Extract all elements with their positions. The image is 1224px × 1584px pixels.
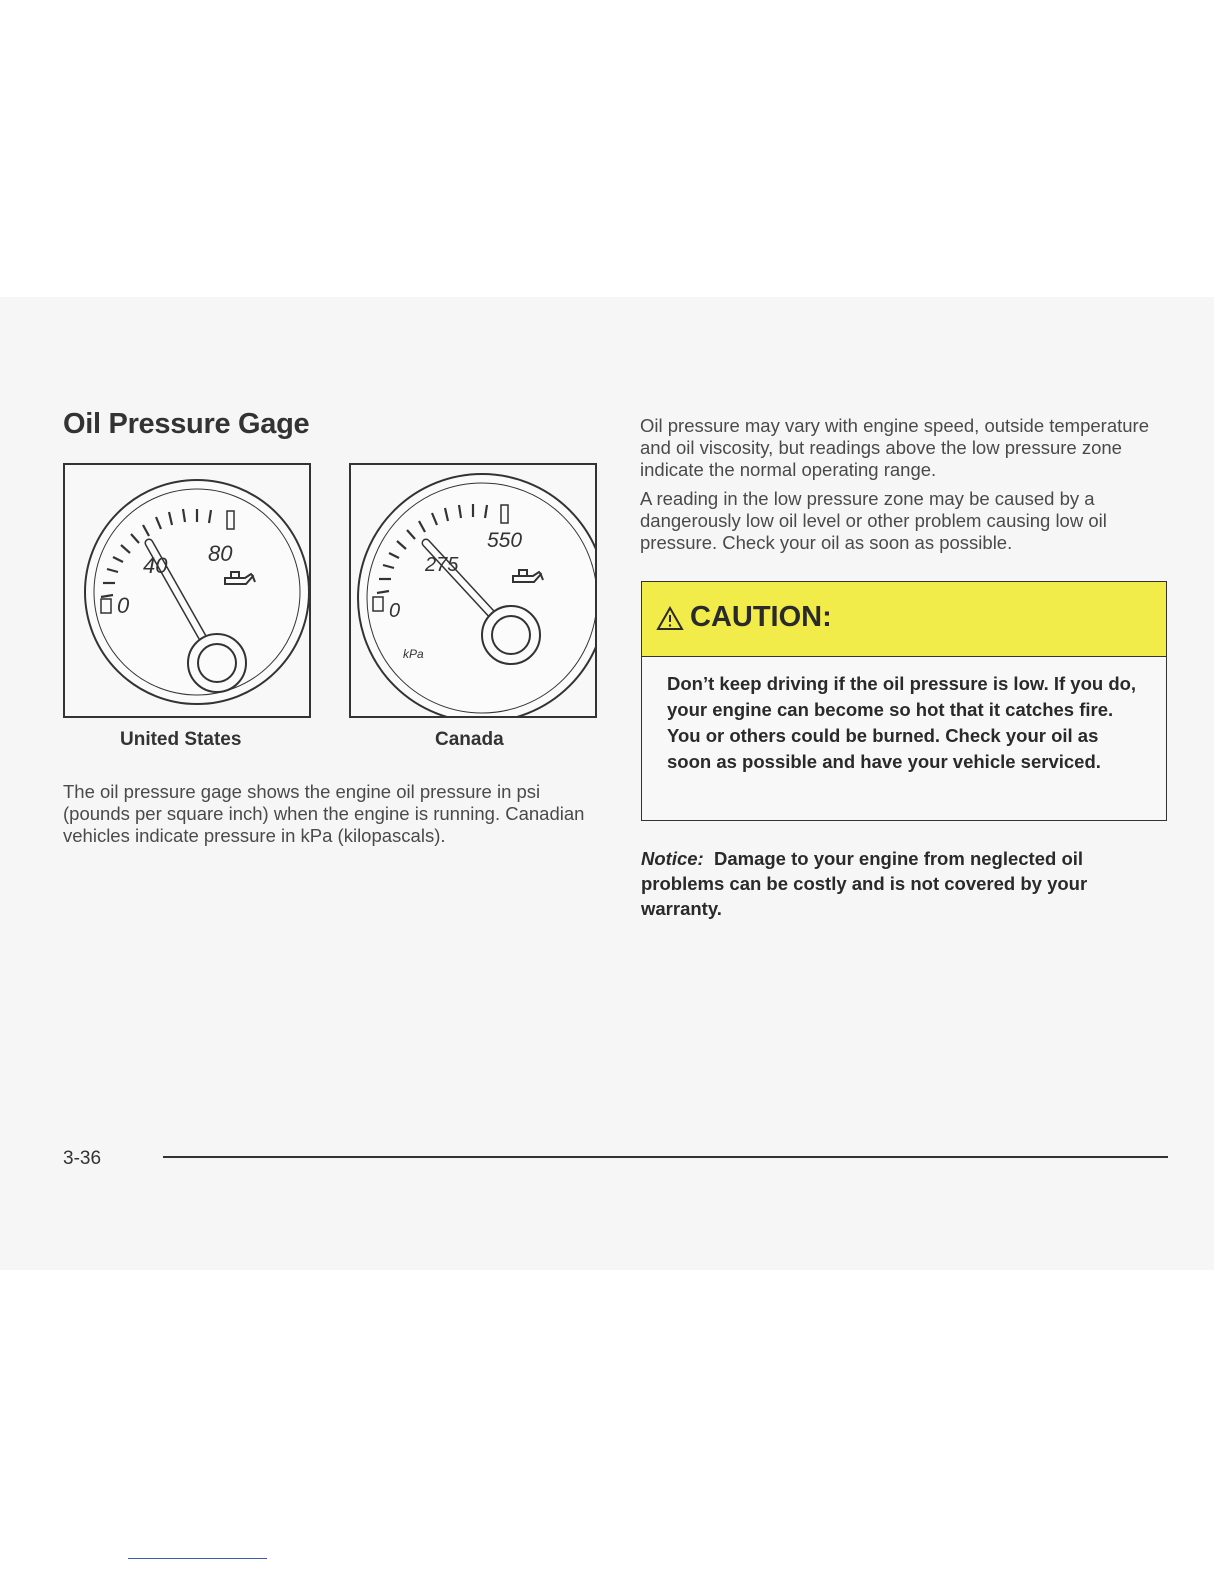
page-title: Oil Pressure Gage bbox=[63, 408, 310, 440]
page-number: 3-36 bbox=[63, 1148, 102, 1169]
us-gauge-caption: United States bbox=[120, 729, 242, 750]
us-label-mid: 40 bbox=[143, 553, 168, 578]
footer-rule bbox=[163, 1156, 1168, 1158]
canada-gauge-caption: Canada bbox=[435, 729, 504, 750]
caution-header bbox=[642, 582, 1166, 657]
canada-unit-label: kPa bbox=[403, 647, 424, 661]
caution-box bbox=[641, 581, 1167, 821]
notice-text: Damage to your engine from neglected oil problems can be costly and is not covered by your warranty. bbox=[641, 848, 1088, 919]
us-label-low: 0 bbox=[117, 593, 130, 618]
us-gauge-drawing bbox=[65, 465, 309, 716]
operating-range-paragraph: Oil pressure may vary with engine speed, outside temperature and oil viscosity, but readings above the low pressure zone indicate the normal operating range. bbox=[640, 415, 1150, 480]
caution-title: CAUTION: bbox=[690, 601, 832, 633]
intro-paragraph: The oil pressure gage shows the engine oil pressure in psi (pounds per square inch) when the engine is running. Canadian vehicles indicate pressure in kPa (kilopascals). bbox=[63, 781, 585, 846]
canada-label-low: 0 bbox=[389, 600, 401, 622]
us-label-high: 80 bbox=[208, 541, 233, 566]
canada-gauge-drawing bbox=[351, 465, 595, 716]
bottom-link-underline bbox=[128, 1558, 267, 1559]
canada-gauge-illustration bbox=[349, 463, 597, 718]
notice-paragraph bbox=[641, 846, 1166, 921]
notice-label: Notice: bbox=[641, 848, 704, 869]
warning-triangle-icon bbox=[656, 606, 684, 632]
low-pressure-paragraph: A reading in the low pressure zone may be caused by a dangerously low oil level or other problem causing low oil pressure. Check your oil as soon as possible. bbox=[640, 488, 1107, 553]
us-gauge-illustration bbox=[63, 463, 311, 718]
canada-label-mid: 275 bbox=[425, 554, 459, 576]
canada-label-high: 550 bbox=[487, 529, 523, 552]
caution-body: Don’t keep driving if the oil pressure is low. If you do, your engine can become so hot that it catches fire. You or others could be burned. Check your oil as soon as possible and have your vehicle serviced. bbox=[667, 673, 1137, 772]
